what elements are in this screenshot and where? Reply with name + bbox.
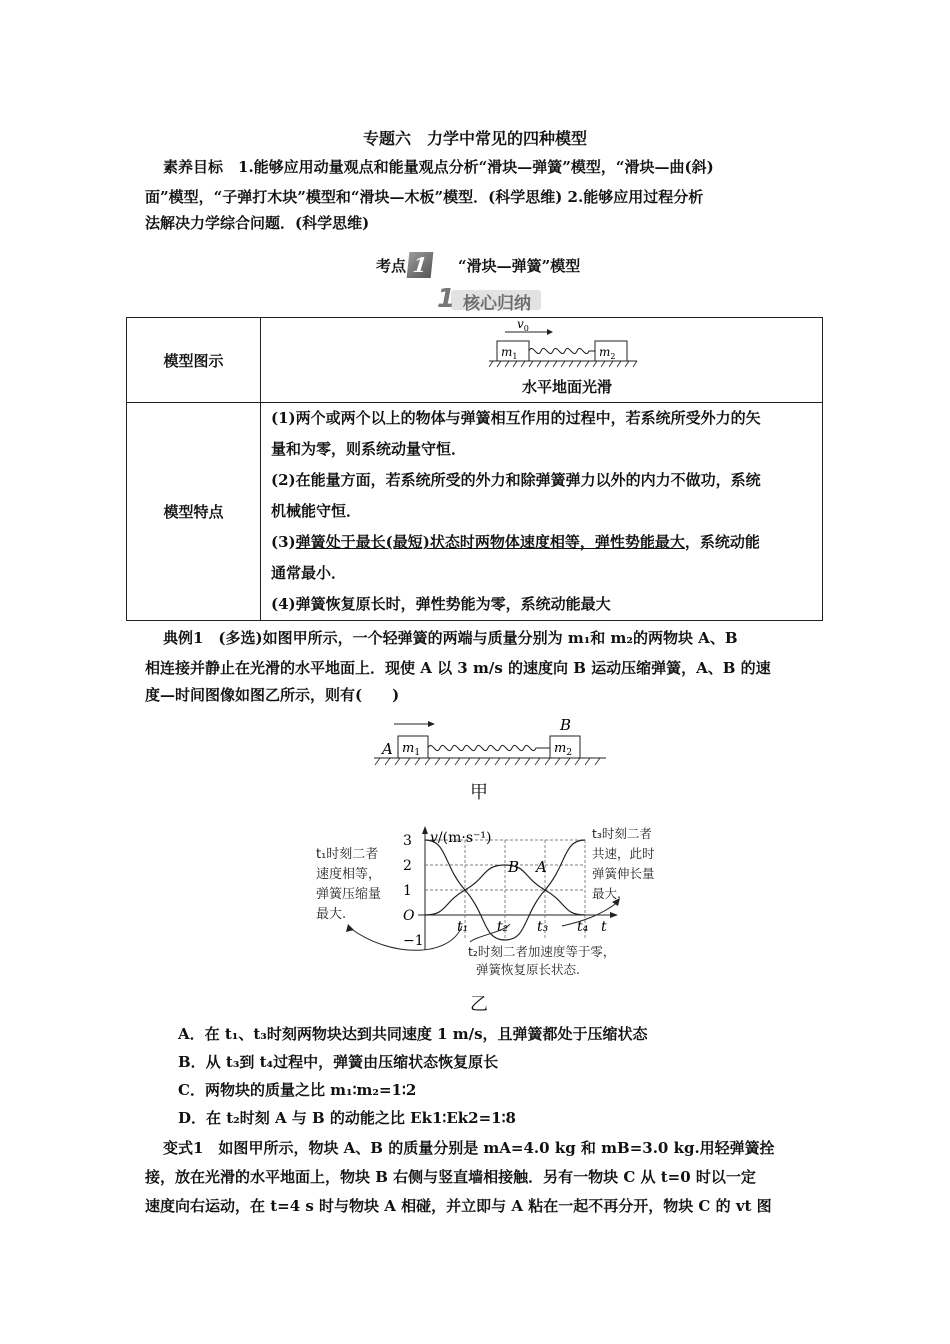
banner-text: 核心归纳 xyxy=(463,294,531,314)
model-features-cell xyxy=(261,403,823,621)
v0-label: $v_0$ xyxy=(517,318,529,333)
figure-yi-chart xyxy=(300,818,700,978)
m1-label: $m_1$ xyxy=(501,345,518,361)
feature-2b: 机械能守恒． xyxy=(271,502,362,520)
diagram-caption: 水平地面光滑 xyxy=(521,378,612,396)
kaodian-name: “滑块—弹簧”模型 xyxy=(458,256,581,275)
feature-2a: (2)在能量方面，若系统所受的外力和除弹簧弹力以外的内力不做功，系统 xyxy=(271,471,761,489)
x-tick-label: t₁ xyxy=(457,919,469,935)
goals-line-3: 法解决力学综合问题．(科学思维) xyxy=(145,214,370,232)
option-d: D．在 t₂时刻 A 与 B 的动能之比 Ek1∶Ek2=1∶8 xyxy=(178,1109,516,1127)
note-left xyxy=(316,846,381,922)
kaodian-prefix: 考点 xyxy=(376,256,407,275)
row-label-diagram: 模型图示 xyxy=(127,318,261,403)
block-b-label: B xyxy=(560,716,572,734)
model-table xyxy=(126,317,823,621)
variant-line-1: 变式1 如图甲所示，物块 A、B 的质量分别是 mA=4.0 kg 和 mB=3.0 kg.用轻弹簧拴 xyxy=(163,1139,775,1157)
kaodian-number-badge: 1 xyxy=(407,252,434,278)
figure-jia-caption: 甲 xyxy=(470,782,488,803)
feature-1b: 量和为零，则系统动量守恒． xyxy=(271,440,467,458)
figure-jia xyxy=(370,710,610,776)
example-line-3: 度—时间图像如图乙所示，则有( ) xyxy=(145,686,400,704)
x-tick-label: t xyxy=(601,919,607,935)
model-diagram-cell xyxy=(261,318,823,403)
goals-line-1: 素养目标 1.能够应用动量观点和能量观点分析“滑块—弹簧”模型，“滑块—曲(斜) xyxy=(163,158,714,176)
jia-m1-label: $m_1$ xyxy=(402,741,421,758)
x-tick-label: t₃ xyxy=(537,919,549,935)
x-tick-label: t₂ xyxy=(497,919,509,935)
feature-3b: 通常最小． xyxy=(271,564,347,582)
y-tick-label: 2 xyxy=(403,858,412,874)
x-tick-label: t₄ xyxy=(577,919,589,935)
svg-text:最大.: 最大. xyxy=(316,907,347,922)
option-b: B．从 t₃到 t₄过程中，弹簧由压缩状态恢复原长 xyxy=(178,1053,499,1071)
svg-text:速度相等，: 速度相等， xyxy=(316,867,382,882)
svg-text:共速，此时: 共速，此时 xyxy=(592,846,655,861)
row-label-features: 模型特点 xyxy=(127,403,261,621)
feature-1a: (1)两个或两个以上的物体与弹簧相互作用的过程中，若系统所受外力的矢 xyxy=(271,409,761,427)
svg-text:t₃时刻二者: t₃时刻二者 xyxy=(592,826,652,841)
feature-3a: (3)弹簧处于最长(最短)状态时两物体速度相等，弹性势能最大，系统动能 xyxy=(271,533,760,551)
curve-b-label: B xyxy=(508,858,520,876)
spring-diagram xyxy=(487,318,647,374)
figure-yi-caption: 乙 xyxy=(470,994,488,1015)
banner-number: 1 xyxy=(437,284,456,314)
svg-text:弹簧恢复原长状态.: 弹簧恢复原长状态. xyxy=(476,962,580,977)
block-a-label: A xyxy=(382,740,393,758)
svg-text:弹簧压缩量: 弹簧压缩量 xyxy=(316,887,382,902)
variant-line-3: 速度向右运动，在 t=4 s 时与物块 A 相碰，并立即与 A 粘在一起不再分开，物块 C 的 vt 图 xyxy=(145,1197,772,1215)
y-tick-label: O xyxy=(403,908,415,924)
arrow-right-note xyxy=(562,902,618,926)
option-c: C．两物块的质量之比 m₁∶m₂=1∶2 xyxy=(178,1081,417,1099)
m2-label: $m_2$ xyxy=(599,345,616,361)
core-summary-banner xyxy=(437,286,543,312)
svg-text:最大.: 最大. xyxy=(592,886,621,901)
option-a: A．在 t₁、t₃时刻两物块达到共同速度 1 m/s，且弹簧都处于压缩状态 xyxy=(178,1025,648,1043)
y-axis-label: v/(m·s⁻¹) xyxy=(430,830,492,846)
svg-text:t₁时刻二者: t₁时刻二者 xyxy=(316,847,379,862)
note-bottom xyxy=(468,944,615,977)
jia-m2-label: $m_2$ xyxy=(554,741,573,758)
note-right xyxy=(592,826,655,901)
y-tick-label: 3 xyxy=(403,833,412,849)
y-tick-label: −1 xyxy=(403,933,424,949)
kaodian-heading xyxy=(376,252,580,278)
page-title: 专题六 力学中常见的四种模型 xyxy=(362,129,587,148)
example-line-2: 相连接并静止在光滑的水平地面上．现使 A 以 3 m/s 的速度向 B 运动压缩弹簧，A、B 的速 xyxy=(145,659,771,677)
svg-text:弹簧伸长量: 弹簧伸长量 xyxy=(592,866,655,881)
svg-text:t₂时刻二者加速度等于零，: t₂时刻二者加速度等于零， xyxy=(468,944,616,959)
variant-line-2: 接，放在光滑的水平地面上，物块 B 右侧与竖直墙相接触．另有一物块 C 从 t=0 时以一定 xyxy=(145,1168,756,1186)
example-line-1: 典例1 (多选)如图甲所示，一个轻弹簧的两端与质量分别为 m₁和 m₂的两物块 A、B xyxy=(163,629,738,647)
feature-4: (4)弹簧恢复原长时，弹性势能为零，系统动能最大 xyxy=(271,595,611,613)
goals-line-2: 面”模型，“子弹打木块”模型和“滑块—木板”模型．(科学思维) 2.能够应用过程分析 xyxy=(145,188,704,206)
curve-a-label: A xyxy=(536,858,547,876)
y-tick-label: 1 xyxy=(403,883,412,899)
